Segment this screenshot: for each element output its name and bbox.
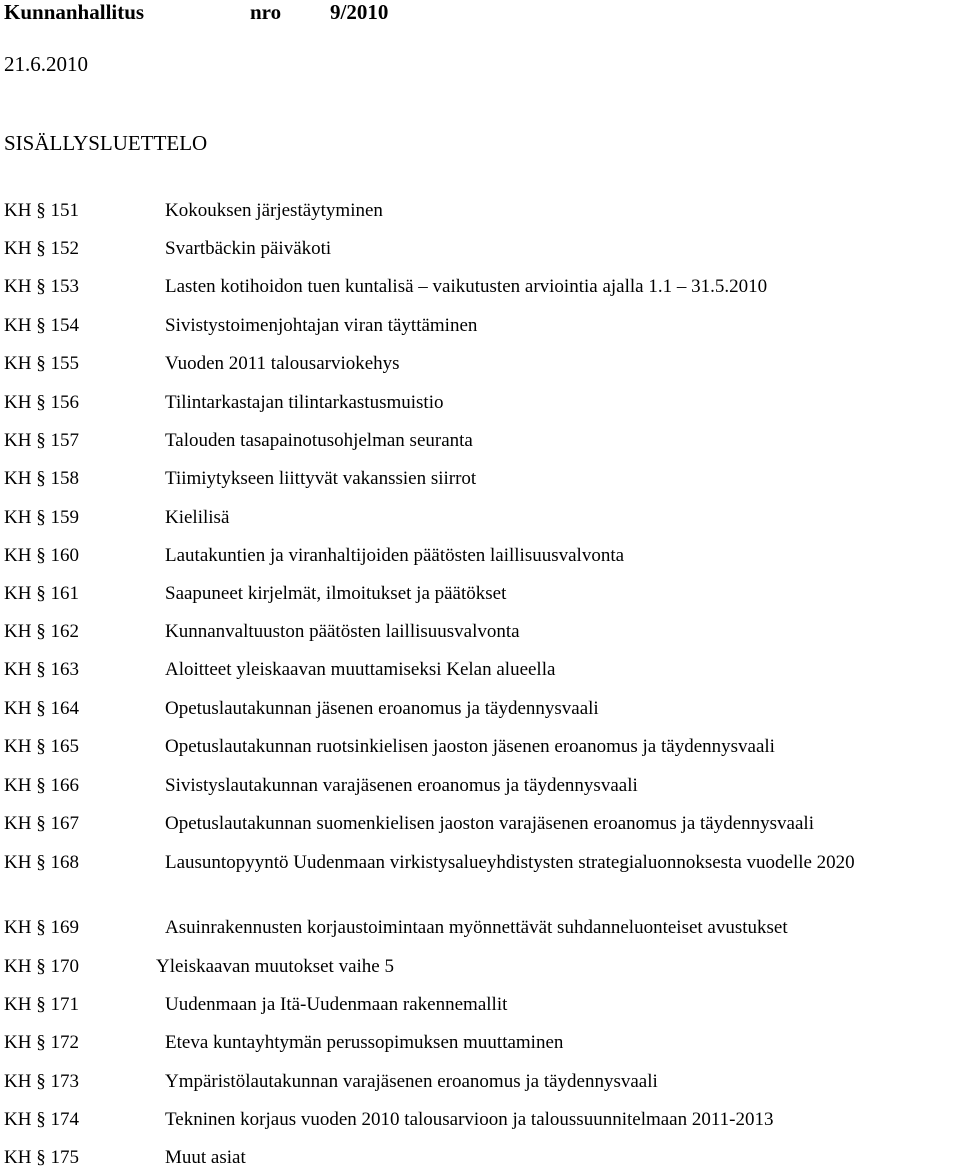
toc-item-number: KH § 158 (4, 468, 79, 489)
toc-item-title: Eteva kuntayhtymän perussopimuksen muuttaminen (165, 1032, 564, 1053)
toc-item-number: KH § 175 (4, 1147, 79, 1168)
nro-label: nro (250, 0, 282, 24)
toc-item-number: KH § 169 (4, 917, 79, 938)
toc-item-title: Vuoden 2011 talousarviokehys (165, 353, 400, 374)
toc-item-title: Kielilisä (165, 507, 230, 528)
toc-item-number: KH § 152 (4, 238, 79, 259)
toc-item-title: Talouden tasapainotusohjelman seuranta (165, 430, 473, 451)
toc-item-title: Asuinrakennusten korjaustoimintaan myönnettävät suhdanneluonteiset avustukset (165, 917, 788, 938)
toc-item-number: KH § 173 (4, 1071, 79, 1092)
toc-item-number: KH § 166 (4, 775, 79, 796)
toc-item-title: Opetuslautakunnan jäsenen eroanomus ja täydennysvaali (165, 698, 599, 719)
toc-item-number: KH § 167 (4, 813, 79, 834)
toc-item-number: KH § 170 (4, 956, 79, 977)
toc-item-title: Sivistyslautakunnan varajäsenen eroanomus ja täydennysvaali (165, 775, 638, 796)
toc-item-title: Opetuslautakunnan ruotsinkielisen jaoston jäsenen eroanomus ja täydennysvaali (165, 736, 775, 757)
toc-item-number: KH § 159 (4, 507, 79, 528)
toc-item-title: Sivistystoimenjohtajan viran täyttäminen (165, 315, 478, 336)
toc-item-number: KH § 163 (4, 659, 79, 680)
toc-item-number: KH § 171 (4, 994, 79, 1015)
toc-item-title: Saapuneet kirjelmät, ilmoitukset ja päätökset (165, 583, 507, 604)
toc-item-title: Svartbäckin päiväkoti (165, 238, 332, 259)
org-name: Kunnanhallitus (4, 0, 145, 24)
toc-item-title: Ympäristölautakunnan varajäsenen eroanomus ja täydennysvaali (165, 1071, 658, 1092)
toc-item-number: KH § 156 (4, 392, 79, 413)
toc-item-title: Uudenmaan ja Itä-Uudenmaan rakennemallit (165, 994, 508, 1015)
toc-item-title: Opetuslautakunnan suomenkielisen jaoston varajäsenen eroanomus ja täydennysvaali (165, 813, 814, 834)
toc-item-number: KH § 157 (4, 430, 79, 451)
toc-item-title: Muut asiat (165, 1147, 246, 1168)
nro-value: 9/2010 (330, 0, 389, 24)
toc-item-title: Lautakuntien ja viranhaltijoiden päätösten laillisuusvalvonta (165, 545, 625, 566)
toc-title: SISÄLLYSLUETTELO (4, 131, 208, 155)
toc-item-number: KH § 172 (4, 1032, 79, 1053)
toc-item-title: Kokouksen järjestäytyminen (165, 200, 383, 221)
toc-item-title: Lausuntopyyntö Uudenmaan virkistysalueyhdistysten strategialuonnoksesta vuodelle 2020 (165, 852, 855, 873)
toc-item-title: Yleiskaavan muutokset vaihe 5 (156, 956, 394, 977)
toc-item-number: KH § 164 (4, 698, 79, 719)
toc-item-title: Aloitteet yleiskaavan muuttamiseksi Kelan alueella (165, 659, 556, 680)
toc-item-number: KH § 165 (4, 736, 79, 757)
toc-item-title: Tilintarkastajan tilintarkastusmuistio (165, 392, 444, 413)
meeting-date: 21.6.2010 (4, 52, 88, 76)
toc-item-number: KH § 155 (4, 353, 79, 374)
toc-item-number: KH § 162 (4, 621, 79, 642)
toc-item-number: KH § 168 (4, 852, 79, 873)
toc-item-number: KH § 160 (4, 545, 79, 566)
toc-item-title: Lasten kotihoidon tuen kuntalisä – vaikutusten arviointia ajalla 1.1 – 31.5.2010 (165, 276, 768, 297)
toc-item-number: KH § 161 (4, 583, 79, 604)
toc-item-number: KH § 174 (4, 1109, 79, 1130)
toc-item-number: KH § 154 (4, 315, 79, 336)
toc-item-number: KH § 153 (4, 276, 79, 297)
toc-item-title: Tiimiytykseen liittyvät vakanssien siirrot (165, 468, 477, 489)
toc-item-title: Tekninen korjaus vuoden 2010 talousarvioon ja taloussuunnitelmaan 2011-2013 (165, 1109, 774, 1130)
toc-item-title: Kunnanvaltuuston päätösten laillisuusvalvonta (165, 621, 520, 642)
toc-item-number: KH § 151 (4, 200, 79, 221)
